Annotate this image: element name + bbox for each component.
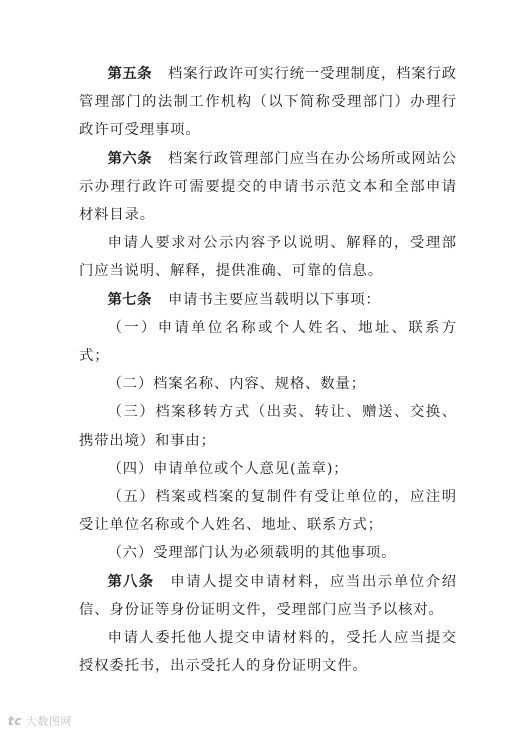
regulation-text (79, 60, 457, 680)
article-heading: 第七条 (107, 291, 152, 308)
list-item-1 (79, 314, 457, 370)
paragraph-text: 申请人委托他人提交申请材料的，受托人应当提交授权委托书，出示受托人的身份证明文件。 (79, 630, 457, 675)
list-item-text: （一）申请单位名称或个人姓名、地址、联系方式； (79, 319, 457, 365)
paragraph-article-5 (79, 60, 457, 145)
list-item-text: （六）受理部门认为必须载明的其他事项。 (107, 545, 397, 562)
paragraph-text: 档案行政许可实行统一受理制度，档案行政管理部门的法制工作机构（以下简称受理部门）办理行政许可受理事项。 (79, 66, 457, 139)
paragraph-article-7 (79, 286, 457, 314)
paragraph-article-8-clause-2 (79, 624, 457, 680)
paragraph-text: 档案行政管理部门应当在办公场所或网站公示办理行政许可需要提交的申请书示范文本和全部申请材料目录。 (79, 150, 457, 224)
list-item-3 (79, 398, 457, 454)
list-item-text: （三）档案移转方式（出卖、转让、赠送、交换、携带出境）和事由； (79, 404, 457, 449)
list-item-5 (79, 483, 457, 539)
paragraph-text: 申请人要求对公示内容予以说明、解释的，受理部门应当说明、解释，提供准确、可靠的信息。 (79, 235, 457, 280)
article-heading: 第六条 (107, 150, 153, 167)
list-item-2 (79, 370, 457, 398)
watermark (8, 713, 72, 729)
list-item-6 (79, 539, 457, 567)
article-heading: 第八条 (107, 573, 155, 590)
list-item-4 (79, 455, 457, 483)
paragraph-article-6 (79, 145, 457, 230)
paragraph-text: 申请人提交申请材料，应当出示单位介绍信、身份证等身份证明文件，受理部门应当予以核对。 (79, 573, 458, 618)
article-heading: 第五条 (107, 66, 153, 82)
paragraph-article-8 (79, 568, 457, 624)
list-item-text: （四）申请单位或个人意见(盖章)； (107, 460, 349, 477)
list-item-text: （二）档案名称、内容、规格、数量； (107, 376, 366, 393)
watermark-logo-icon: tc (8, 714, 22, 728)
paragraph-article-6-clause-2 (79, 229, 457, 285)
watermark-text: 大数图网 (25, 715, 72, 728)
paragraph-text: 申请书主要应当载明以下事项： (167, 291, 381, 308)
list-item-text: （五）档案或档案的复制件有受让单位的，应注明受让单位名称或个人姓名、地址、联系方式； (79, 489, 457, 534)
